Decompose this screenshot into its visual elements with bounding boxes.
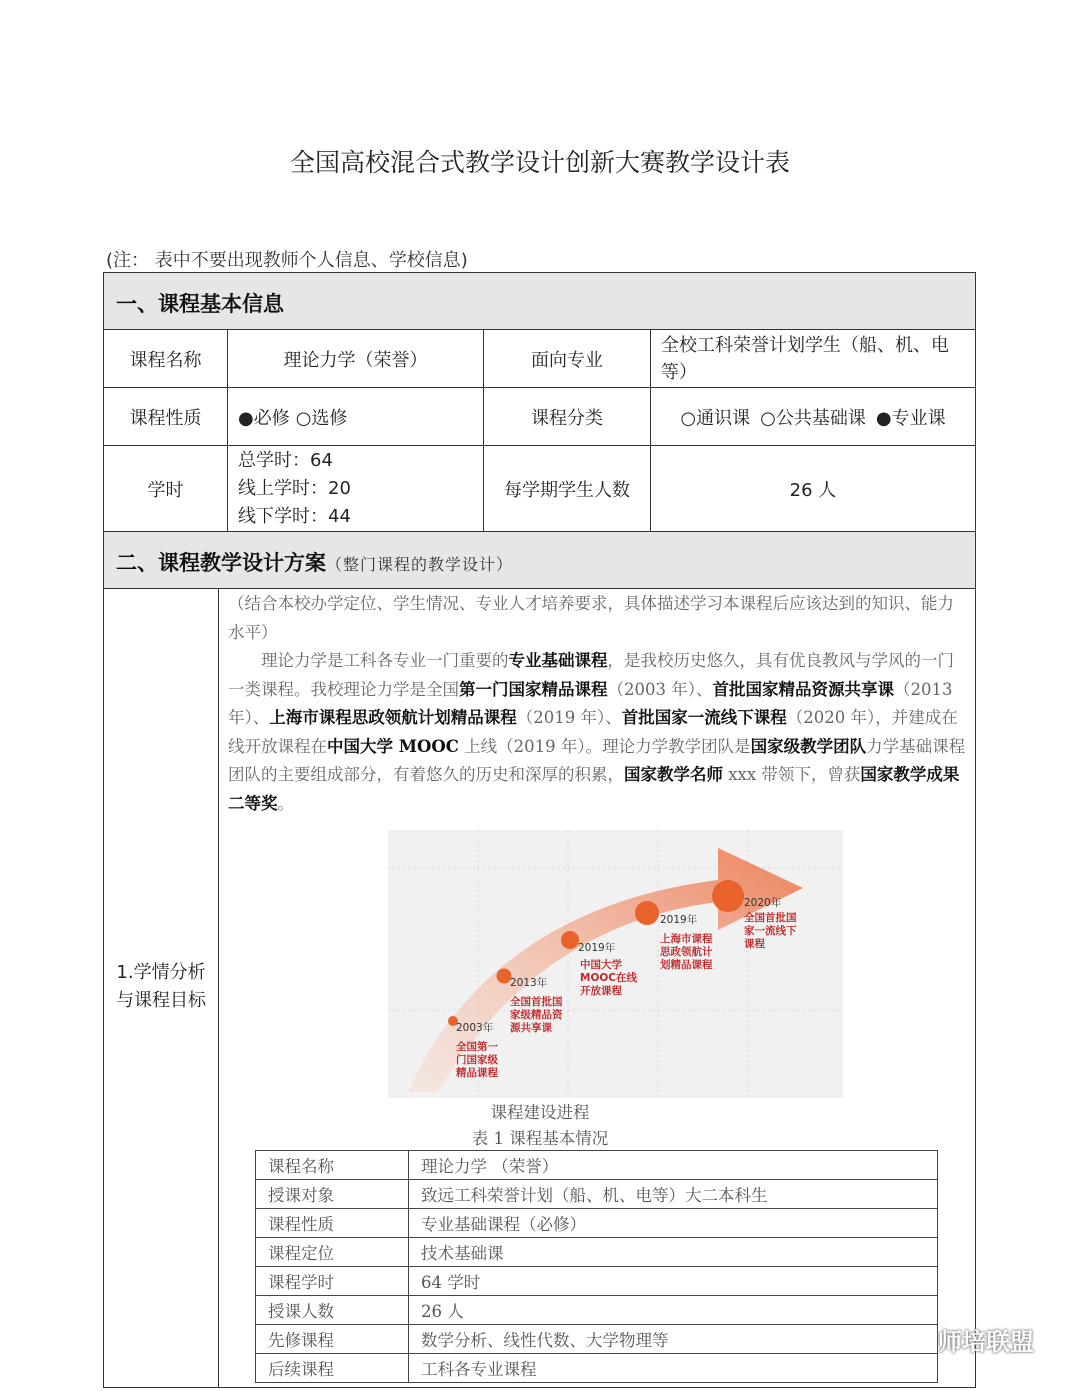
text-run: （2003 年）、 [607,679,713,699]
course-info-table [255,1150,938,1383]
text-run: 理论力学是工科各专业一门重要的 [261,651,509,670]
table-row [256,1354,938,1383]
major-label: 面向专业 [531,349,603,371]
text-run: 。 [277,793,294,813]
table-row [256,1209,938,1238]
row-label-line2: 与课程目标 [116,990,206,1011]
table-cell-value: 26 人 [409,1296,938,1325]
bold-run: 国家教学名师 [624,765,723,784]
divider [650,329,651,531]
milestone-text: 家一流线下 [744,925,797,937]
milestone-text: 中国大学 [580,959,622,971]
table-cell-key: 先修课程 [256,1325,409,1354]
milestone-text: 全国第一 [456,1041,498,1053]
table-cell-key: 课程定位 [256,1238,409,1267]
milestone-year: 2019年 [660,914,698,926]
milestone-text: 源共享课 [510,1022,552,1034]
divider [103,588,976,589]
category-public: ○公共基础课 [760,407,866,429]
table-row [256,1267,938,1296]
document-title: 全国高校混合式教学设计创新大赛教学设计表 [289,148,790,177]
hours-label: 学时 [147,479,184,501]
category-options [651,388,975,445]
milestone-text: MOOC在线 [580,972,638,984]
table-row [256,1325,938,1354]
watermark-text: 师培联盟 [938,1328,1034,1356]
note-text: (注： 表中不要出现教师个人信息、学校信息) [106,250,468,271]
bold-run: 第一门国家精品课程 [459,679,608,699]
hours-offline: 线下学时：44 [238,505,351,527]
row-label-line1: 1.学情分析 [116,962,206,983]
watermark [898,1322,1034,1357]
table-cell-value: 致远工科荣誉计划（船、机、电等）大二本科生 [409,1180,938,1209]
milestone-text: 课程 [744,938,765,950]
text-run: 上线（2019 年）。理论力学教学团队是 [458,736,751,756]
table-cell-key: 授课人数 [256,1296,409,1325]
milestone-year: 2003年 [456,1022,494,1034]
divider [227,329,228,531]
category-major: ●专业课 [875,407,946,429]
divider [218,588,219,1388]
table-cell-value: 64 学时 [409,1267,938,1296]
bold-run: 上海市课程思政领航计划精品课程 [269,708,517,727]
text-run: （2019 年）、 [516,708,622,727]
table-cell-value: 专业基础课程（必修） [409,1209,938,1238]
table-cell-value: 技术基础课 [409,1238,938,1267]
bold-run: 国家教学成果二等奖 [228,765,960,813]
milestone-text: 上海市课程 [660,933,713,945]
table-cell-value: 理论力学 （荣誉） [409,1151,938,1180]
text-run: 力学基础课程团队的主要组成部分，有着悠久的历史和深厚的积累， [228,736,966,784]
nature-required: ●必修 [238,407,290,429]
text-run: xxx 带领下，曾获 [723,765,861,784]
nature-label: 课程性质 [129,407,202,429]
table-row [256,1238,938,1267]
course-name-label: 课程名称 [129,349,202,371]
category-general: ○通识课 [680,407,751,429]
table-cell-value: 数学分析、线性代数、大学物理等 [409,1325,938,1354]
wechat-icon [898,1326,932,1354]
progress-figure [388,830,843,1098]
body-paragraph [228,647,968,818]
milestone-text: 门国家级 [456,1054,498,1066]
milestone-text: 家级精品资 [510,1009,563,1021]
milestone-dot [561,931,579,949]
category-label: 课程分类 [531,407,603,429]
section2-heading [116,547,513,577]
milestone-year: 2020年 [744,897,782,909]
table-cell-key: 后续课程 [256,1354,409,1383]
milestone-text: 精品课程 [456,1067,498,1079]
milestone-year: 2013年 [510,977,548,989]
text-run: （2020 年），并建成在线开放课程在 [228,708,958,756]
bold-run: 国家级教学团队 [750,736,867,756]
intro-paragraph: （结合本校办学定位、学生情况、专业人才培养要求，具体描述学习本课程后应该达到的知识、能力水平） [228,594,954,642]
milestone-dot [635,901,659,925]
table-caption: 表 1 课程基本情况 [471,1129,609,1148]
milestone-dot [712,880,744,912]
table-cell-key: 课程性质 [256,1209,409,1238]
divider [483,329,484,531]
bold-run: 首批国家精品资源共享课 [712,679,894,699]
milestone-text: 划精品课程 [660,959,713,971]
hours-online: 线上学时：20 [238,477,351,499]
bold-run: 中国大学 MOOC [327,736,459,756]
students-value: 26 人 [789,479,837,501]
milestone-year: 2019年 [578,942,616,954]
progress-graphic [388,830,843,1098]
table-cell-key: 课程名称 [256,1151,409,1180]
bold-run: 首批国家一流线下课程 [621,708,787,727]
milestone-text: 思政领航计 [660,946,713,958]
row-label [104,958,218,1016]
milestone-text: 全国首批国 [744,912,797,924]
section2-heading-main: 二、课程教学设计方案 [116,551,326,575]
nature-options [228,388,483,445]
nature-elective: ○选修 [295,407,348,429]
students-label: 每学期学生人数 [504,479,630,501]
table-row [256,1180,938,1209]
section1-header [104,273,975,329]
milestone-text: 开放课程 [580,985,622,997]
section1-heading: 一、课程基本信息 [116,292,284,316]
text-run: （2013 年）、 [228,679,953,727]
figure-caption: 课程建设进程 [490,1103,590,1122]
hours-values [228,446,483,531]
table-cell-key: 授课对象 [256,1180,409,1209]
milestone-text: 全国首批国 [510,996,563,1008]
section2-heading-sub: （整门课程的教学设计） [326,555,514,574]
table-cell-key: 课程学时 [256,1267,409,1296]
major-text: 全校工科荣誉计划学生（船、机、电等） [661,334,949,383]
table-row [256,1296,938,1325]
hours-total: 总学时：64 [238,449,333,471]
section2-header [104,532,975,588]
major-value [651,330,975,387]
text-run: ，是我校历史悠久，具有优良教风与学风的一门一类课程。我校理论力学是全国 [228,651,954,699]
table-cell-value: 工科各专业课程 [409,1354,938,1383]
course-name-value: 理论力学（荣誉） [283,349,428,371]
bold-run: 专业基础课程 [508,651,608,670]
table-row [256,1151,938,1180]
